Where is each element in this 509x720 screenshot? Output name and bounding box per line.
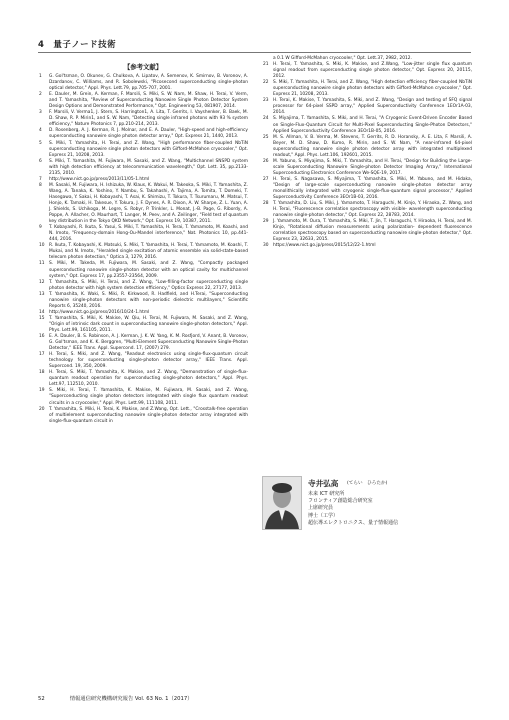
- reference-number: 26: [263, 158, 269, 164]
- references-title: 【参考文献】: [123, 63, 163, 71]
- reference-number: 30: [263, 243, 269, 249]
- reference-item: [38, 159, 248, 177]
- reference-item: [262, 62, 472, 80]
- reference-text: T. Kobayashi, R. Ikuta, S. Yasui, S. Miki, T. Yamashita, H. Terai, T. Yamamoto, M. Koashi, and N. Imoto, "Frequency-domain Hong-Ou-Mandel interference," Nat. Photonics 10, pp.441-444, 2016.: [49, 225, 248, 243]
- reference-item: [38, 141, 248, 159]
- reference-item: [38, 110, 248, 128]
- reference-text: R. Ikuta, T. Kobayashi, K. Matsuki, S. Miki, T. Yamashita, H. Terai, T. Yamamoto, M. Koashi, T. Mukai, and N. Imoto, "Heralded single excitation of atomic ensemble via solid-state-based telecom photon detection," Optica 3, 1279, 2016.: [49, 243, 248, 261]
- reference-item: [38, 243, 248, 261]
- author-affiliation: [308, 491, 398, 527]
- reference-item: [38, 370, 248, 388]
- reference-item: [38, 128, 248, 140]
- reference-text: T. Yamashita, S. Miki, K. Makise, W. Qiu, H. Terai, M. Fujiwara, M. Sasaki, and Z. Wang, "Origin of intrinsic dark count in superconducting nanowire single-photon detectors," Appl. Phys. Lett.99, 161105, 2011.: [49, 315, 248, 333]
- reference-number: 22: [263, 80, 269, 86]
- reference-number: 14: [39, 309, 45, 315]
- reference-number: 7: [39, 176, 42, 182]
- reference-item: [38, 74, 248, 92]
- affiliation-line: 上席研究員: [308, 505, 334, 512]
- reference-item: [38, 388, 248, 406]
- reference-text: T. Yamashita, K. Waki, S. Miki, R. Kirkwood, R. Hadfield, and H.Terai, "Superconducting nanowire single-photon detectors with non-periodic dielectric multilayers," Scientific Reports 6, 35240, 2016.: [49, 291, 248, 309]
- reference-number: 16: [39, 334, 45, 340]
- reference-item: [262, 80, 472, 98]
- reference-text: H. Terai, S. Miki, and Z. Wang, "Readout electronics using single-flux-quantum circuit technology for superconducting single-photon detector array," IEEE Trans. Appl. Supercond. 19, 350, 2009.: [49, 352, 248, 370]
- reference-item: [262, 201, 472, 219]
- references-column-right: [262, 56, 472, 250]
- author-photo: [262, 476, 302, 530]
- reference-number: 4: [39, 128, 42, 134]
- reference-number: 27: [263, 176, 269, 182]
- reference-number: 3: [39, 110, 42, 116]
- reference-number: 29: [263, 219, 269, 225]
- reference-text: J. Yamamoto, M. Oura, T. Yamashita, S. Miki, T. Jin, T. Haraguchi, Y. Hiraoka, H. Terai, and M. Kinjo, "Rotational diffusion measurements using polarization- dependent fluorescence correlation spectroscopy based on superconducting nanowire single-photon detector," Opt. Express 23, 32633, 2015.: [273, 219, 472, 243]
- reference-number: 23: [263, 98, 269, 104]
- reference-number: 25: [263, 134, 269, 140]
- reference-number: 15: [39, 315, 45, 321]
- reference-text: F. Marsili, V. Verma1, J. Stern, S. Harrington1, A. Lita, T. Gerrits, I. Vayshenker, B. Baek, M. D. Shaw, R. P. Mirin1, and S. W. Nam, "Detecting single infrared photons with 93 % system efficiency," Nature Photonics 7, pp.210-214, 2013.: [49, 110, 248, 128]
- reference-text: S. Miki, H. Terai, T. Yamashita, K. Makise, M. Fujiwara, M. Sasaki, and Z. Wang, "Superconducting single photon detectors integrated with single flux quantum readout circuits in a cryocooler," Appl. Phys. Lett.99, 111108, 2011.: [49, 388, 248, 406]
- reference-number: 18: [39, 370, 45, 376]
- reference-item: [262, 135, 472, 159]
- references-column-left: [38, 74, 248, 425]
- reference-text: E. Dauler, M. Grein, A. Kerman, F. Marsili, S. Miki, S. W. Nam, M. Shaw, H. Terai, V. Verm, and T. Yamashita, "Review of Superconducting Nanowire Single Photon Detector System Design Options and Demonstrated Performance," Opt. Engineering 53, 081907, 2014.: [49, 92, 248, 110]
- reference-number: 2: [39, 92, 42, 98]
- reference-text: H. Terai, S. Nagasawa, S. Miyajima, T. Yamashita, S. Miki, M. Yabuno, and M. Hidaka, "Design of large-scale superconducting nanowire single-photon detector array monolithically integrated with cryogenic single-flux-quantum signal processor," Applied Superconductivity Conference 3EOr1B-03, 2016.: [273, 176, 472, 201]
- reference-text: https://www.nict.go.jp/press/2015/12/22-1.html: [273, 243, 376, 249]
- reference-item: [38, 334, 248, 352]
- reference-item: [38, 316, 248, 334]
- reference-text: M. Sasaki, M. Fujiwara, H. Ishizuka, W. Klaus, K. Wakui, M. Takeoka, S. Miki, T. Yamashita, Z. Wang, A. Tanaka, K. Yoshino, Y. Nambu, S. Takahashi, A. Tajima, A. Tomita, T. Domeki, T. Hasegawa, Y. Sakai, H. Kobayashi, T. Asai, K. Shimizu, T. Tokura, T. Tsurumaru, M. Matsui, T. Honjo, K. Tamaki, H. Takesue, Y. Tokura, J. F. Dynes, A. R. Dixon, A. W. Sharpe, Z. L. Yuan, A. J. Shields, S. Uchikoga, M. Legre, S. Robyr, P. Trinkler, L. Monat, J.-B. Page, G. Ribordy, A. Poppe, A. Allacher, O. Maurhart, T. Langer, M. Peev, and A. Zeilinger, "Field test of quantum key distribution in the Tokyo QKD Network," Opt. Express 19, 10387, 2011.: [49, 182, 248, 225]
- reference-text: H. Terai, T. Yamashita, S. Miki, K. Makise, and Z.Wang, "Low-jitter single flux quantum signal readout from superconducting single photon detector," Opt. Express 20, 20115, 2012.: [273, 62, 472, 80]
- reference-number: 17: [39, 352, 45, 358]
- reference-text: http://www.nict.go.jp/press/2013/11/05-1.html: [49, 176, 150, 182]
- affiliation-line: 博士（工学）: [308, 512, 339, 519]
- reference-text: T. Yamashita, S. Miki, H. Terai, K. Makise, and Z.Wang, Opt. Lett., "Crosstalk-free operation of multielement superconducting nanowire single-photon detector array integrated with single-flux-quantum circuit in: [49, 406, 248, 424]
- author-profile: [262, 476, 472, 532]
- reference-item: [38, 183, 248, 225]
- reference-number: 11: [39, 261, 45, 267]
- journal-name: 情報通信研究機構研究報告 Vol. 63 No. 1（2017）: [69, 696, 193, 702]
- reference-text: S. Miki, T. Yamashita, H. Terai, and Z. Wang, "High detection efficiency fiber-coupled NbTiN superconducting nanowire single photon detectors with Gifford-McMahon cryocooler," Opt. Express 21, 10208, 2013.: [273, 80, 472, 98]
- reference-text: D. Rosenberg, A. J. Kerman, R. J. Molnar, and E. A. Dauler, "High-speed and high-efficiency superconducting nanowire single photon detector array," Opt. Express 21, 1440, 2013.: [49, 128, 248, 140]
- reference-item: [262, 219, 472, 243]
- reference-item: [38, 225, 248, 243]
- reference-item: [38, 292, 248, 310]
- author-name: 寺井弘高: [308, 479, 339, 488]
- reference-text: S. Miki, M. Takeda, M. Fujiwara, M. Sasaki, and Z. Wang, "Compactly packaged superconducting nanowire single-photon detector with an optical cavity for multichannel system," Opt. Express 17, pp.23557-23564, 2009.: [49, 261, 248, 279]
- reference-item: [38, 280, 248, 292]
- page-number: 52: [38, 696, 45, 702]
- reference-number: 1: [39, 74, 42, 79]
- author-name-reading: (てらい ひろたか): [347, 481, 388, 486]
- reference-number: 13: [39, 291, 45, 297]
- reference-item: [38, 407, 248, 425]
- reference-number: 24: [263, 116, 269, 122]
- reference-text: http://www.nict.go.jp/press/2016/10/24-1.html: [49, 309, 150, 315]
- reference-item: [38, 92, 248, 110]
- reference-text: T. Yamashita, S. Miki, H. Terai, and Z. Wang, "Low-filling-factor superconducting single photon detector with high system detection efficiency," Optics Express 22, 27177, 2013.: [49, 279, 248, 291]
- reference-item: [262, 243, 472, 249]
- reference-item: [262, 116, 472, 134]
- reference-number: 28: [263, 201, 269, 207]
- reference-text: T. Yamashita, D. Liu, S. Miki, J. Yamamoto, T. Haraguchi, M. Kinjo, Y. Hiraoka, Z. Wang, and H. Terai, "Fluorescence correlation spectroscopy with visible- wavelength superconducting nanowire single-photon detector," Opt. Express 22, 28783, 2014.: [273, 201, 472, 219]
- reference-text: S. Miki, T. Yamashita, M. Fujiwara, M. Sasaki, and Z. Wang, "Multichannel SNSPD system with high detection efficiency at telecommunication wavelength," Opt. Lett. 35, pp.2133-2135, 2010.: [49, 158, 248, 176]
- reference-number: 8: [39, 182, 42, 188]
- reference-number: 12: [39, 279, 45, 285]
- reference-text: a 0.1 W Gifford-McMahon cryocooler," Opt. Lett.37, 2982, 2012.: [273, 56, 412, 61]
- page-footer: [38, 694, 193, 702]
- reference-number: 19: [39, 388, 45, 394]
- reference-number: 9: [39, 225, 42, 231]
- reference-text: G. Gol'tsman, O. Okunev, G. Chulkova, A. Lipatov, A. Semenov, K. Smirnov, B. Voronov, A. Dzardanov, C. Williams, and R. Sobolewski, "Picosecond superconducting single-photon optical detector," Appl. Phys. Lett.79, pp.705-707, 2001.: [49, 74, 248, 92]
- section-header: 4 量子ノード技術: [38, 40, 117, 50]
- affiliation-line: フロンティア創造総合研究室: [308, 498, 373, 505]
- reference-number: 5: [39, 140, 42, 146]
- reference-item: [38, 261, 248, 279]
- reference-text: S. Miyajima, T. Yamashita, S. Miki, and H. Terai, "A Cryogenic Event-Driven Encoder Based on Single-Flux-Quantum Circuit for Multi-Pixel Superconducting Single-Photon Detectors," Applied Superconductivity Conference 3EOr1B-05, 2016.: [273, 116, 472, 134]
- header-divider: [38, 52, 471, 53]
- reference-text: H. Terai, K. Makise, T. Yamashita, S. Miki, and Z. Wang, "Design and testing of SFQ signal processor for 64-pixel SSPD array," Applied Superconductivity Conference 1EOr1A-03, 2014.: [273, 98, 472, 116]
- reference-text: H. Terai, S. Miki, T. Yamashita, K. Makise, and Z. Wang, "Demonstration of single-flux-quantum readout operation for superconducting single-photon detectors," Appl. Phys. Lett.97, 112510, 2010.: [49, 370, 248, 388]
- reference-number: 10: [39, 243, 45, 249]
- reference-text: E. A. Dauler, B. S. Robinson, A. J. Kerman, J. K. W. Yang, K. M. Rosfjord, V. Anant, B. Voronov, G. Gol'tsman, and K. K. Berggren, "Multi-Element Superconducting Nanowire Single-Photon Detector," IEEE Trans. Appl. Supercond. 17, (2007) 279.: [49, 334, 248, 352]
- reference-item: [38, 352, 248, 370]
- affiliation-line: 未来 ICT 研究所: [308, 491, 345, 497]
- affiliation-line: 超伝導エレクトロニクス、量子情報通信: [308, 519, 399, 526]
- reference-number: 20: [39, 406, 45, 412]
- reference-number: 6: [39, 158, 42, 164]
- reference-text: M. Yabuno, S. Miyajima, S. Miki, T. Yamashita, and H. Terai, "Design for Building the Large-scale Superconducting Nanowire Single-photon Detector Imaging Array," International Superconducting Electronics Conference We-SQE-19, 2017.: [273, 158, 472, 176]
- reference-item: [262, 98, 472, 116]
- reference-item: [262, 177, 472, 201]
- reference-text: M. S. Allman, V. B. Verma, M. Stevens, T. Gerrits, R. D. Horansky, A. E. Lita, F. Marsili, A. Beyer, M. D. Shaw, D. Kumo, R. Mirin, and S. W. Nam, "A near-infrared 64-pixel superconducting nanowire single photon detector array with integrated multiplexed readout," Appl. Phys. Lett.106, 192601, 2015.: [273, 134, 472, 158]
- reference-item: [262, 159, 472, 177]
- reference-number: 21: [263, 62, 269, 68]
- reference-text: S. Miki, T. Yamashita, H. Terai, and Z. Wang, "High performance fiber-coupled NbTiN superconducting nanowire single photon detectors with Gifford-McMahon cryocooler," Opt. Express 21, 10208, 2013.: [49, 140, 248, 158]
